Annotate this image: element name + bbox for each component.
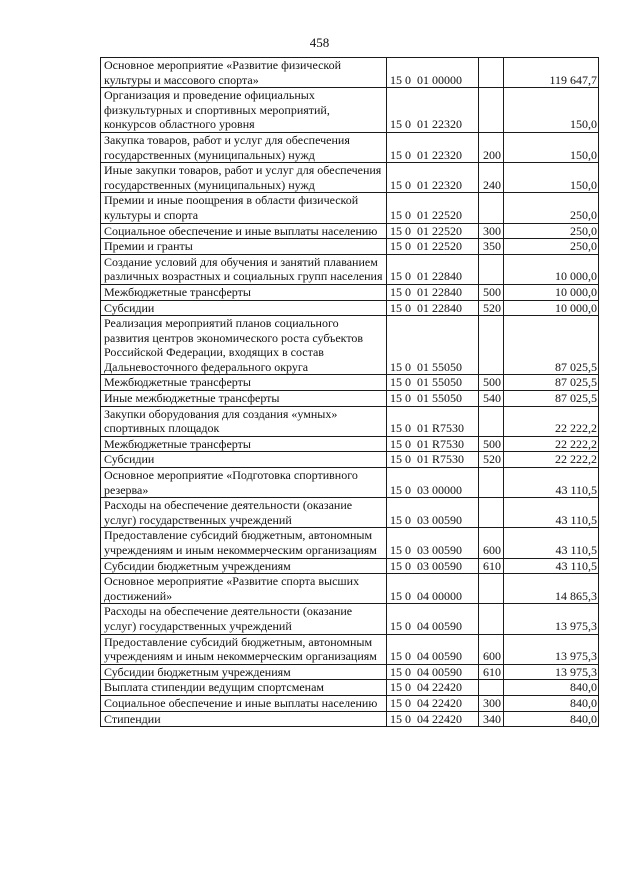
row-sum: 10 000,0 [504, 254, 599, 284]
page-number: 458 [309, 35, 330, 50]
row-expense-type [479, 468, 504, 498]
row-code: 15 0 01 55050 [387, 316, 479, 375]
row-sum: 87 025,5 [504, 316, 599, 375]
table-row [101, 558, 599, 574]
row-name: Основное мероприятие «Развитие спорта высших достижений» [101, 574, 387, 604]
row-sum: 250,0 [504, 193, 599, 223]
table-row [101, 452, 599, 468]
row-sum: 840,0 [504, 680, 599, 696]
table-row [101, 88, 599, 133]
row-code: 15 0 01 22320 [387, 132, 479, 162]
table-row [101, 284, 599, 300]
table-row [101, 664, 599, 680]
row-sum: 10 000,0 [504, 284, 599, 300]
row-code: 15 0 04 00000 [387, 574, 479, 604]
row-name: Социальное обеспечение и иные выплаты населению [101, 223, 387, 239]
row-expense-type [479, 88, 504, 133]
row-name: Создание условий для обучения и занятий плаванием различных возрастных и социальных групп населения [101, 254, 387, 284]
row-sum: 14 865,3 [504, 574, 599, 604]
row-name: Выплата стипендии ведущим спортсменам [101, 680, 387, 696]
row-sum: 87 025,5 [504, 375, 599, 391]
table-row [101, 223, 599, 239]
row-code: 15 0 01 22320 [387, 163, 479, 193]
row-code: 15 0 01 22840 [387, 254, 479, 284]
row-expense-type: 300 [479, 223, 504, 239]
row-expense-type: 600 [479, 528, 504, 558]
row-name: Иные закупки товаров, работ и услуг для обеспечения государственных (муниципальных) нужд [101, 163, 387, 193]
table-row [101, 58, 599, 88]
budget-table [100, 57, 599, 727]
row-sum: 840,0 [504, 711, 599, 727]
row-code: 15 0 01 00000 [387, 58, 479, 88]
row-code: 15 0 03 00590 [387, 498, 479, 528]
table-row [101, 468, 599, 498]
table-row [101, 528, 599, 558]
row-sum: 250,0 [504, 239, 599, 255]
row-code: 15 0 01 R7530 [387, 452, 479, 468]
row-code: 15 0 03 00590 [387, 528, 479, 558]
row-name: Расходы на обеспечение деятельности (оказание услуг) государственных учреждений [101, 498, 387, 528]
row-expense-type: 200 [479, 132, 504, 162]
row-code: 15 0 01 22840 [387, 300, 479, 316]
table-row [101, 193, 599, 223]
row-expense-type: 500 [479, 284, 504, 300]
row-expense-type: 520 [479, 300, 504, 316]
row-name: Иные межбюджетные трансферты [101, 391, 387, 407]
row-code: 15 0 04 22420 [387, 695, 479, 711]
row-sum: 13 975,3 [504, 664, 599, 680]
table-row [101, 695, 599, 711]
row-sum: 10 000,0 [504, 300, 599, 316]
row-name: Субсидии бюджетным учреждениям [101, 664, 387, 680]
row-name: Субсидии [101, 452, 387, 468]
row-sum: 119 647,7 [504, 58, 599, 88]
row-name: Стипендии [101, 711, 387, 727]
table-row [101, 406, 599, 436]
row-code: 15 0 01 R7530 [387, 406, 479, 436]
row-expense-type [479, 193, 504, 223]
row-name: Премии и иные поощрения в области физической культуры и спорта [101, 193, 387, 223]
row-sum: 43 110,5 [504, 468, 599, 498]
row-expense-type: 300 [479, 695, 504, 711]
row-expense-type: 350 [479, 239, 504, 255]
row-sum: 840,0 [504, 695, 599, 711]
row-code: 15 0 01 R7530 [387, 436, 479, 452]
table-row [101, 498, 599, 528]
table-row [101, 604, 599, 634]
row-sum: 87 025,5 [504, 391, 599, 407]
row-name: Межбюджетные трансферты [101, 436, 387, 452]
row-code: 15 0 03 00000 [387, 468, 479, 498]
row-name: Закупки оборудования для создания «умных» спортивных площадок [101, 406, 387, 436]
row-name: Межбюджетные трансферты [101, 284, 387, 300]
row-name: Межбюджетные трансферты [101, 375, 387, 391]
row-expense-type [479, 406, 504, 436]
row-sum: 43 110,5 [504, 498, 599, 528]
row-name: Организация и проведение официальных физкультурных и спортивных мероприятий, конкурсов областного уровня [101, 88, 387, 133]
row-expense-type: 610 [479, 664, 504, 680]
row-name: Субсидии [101, 300, 387, 316]
row-code: 15 0 01 22520 [387, 193, 479, 223]
table-row [101, 391, 599, 407]
row-code: 15 0 04 22420 [387, 711, 479, 727]
row-name: Основное мероприятие «Подготовка спортивного резерва» [101, 468, 387, 498]
row-code: 15 0 01 22520 [387, 239, 479, 255]
table-row [101, 680, 599, 696]
row-sum: 22 222,2 [504, 452, 599, 468]
row-expense-type [479, 574, 504, 604]
row-name: Расходы на обеспечение деятельности (оказание услуг) государственных учреждений [101, 604, 387, 634]
table-row [101, 634, 599, 664]
row-code: 15 0 03 00590 [387, 558, 479, 574]
row-expense-type [479, 498, 504, 528]
row-code: 15 0 01 55050 [387, 391, 479, 407]
row-expense-type: 600 [479, 634, 504, 664]
row-expense-type: 240 [479, 163, 504, 193]
row-expense-type [479, 254, 504, 284]
row-name: Основное мероприятие «Развитие физической культуры и массового спорта» [101, 58, 387, 88]
row-name: Субсидии бюджетным учреждениям [101, 558, 387, 574]
row-sum: 250,0 [504, 223, 599, 239]
row-code: 15 0 01 22320 [387, 88, 479, 133]
row-expense-type: 540 [479, 391, 504, 407]
table-row [101, 163, 599, 193]
table-row [101, 132, 599, 162]
table-row [101, 436, 599, 452]
table-row [101, 300, 599, 316]
row-expense-type [479, 58, 504, 88]
table-row [101, 254, 599, 284]
row-expense-type: 500 [479, 375, 504, 391]
row-sum: 150,0 [504, 163, 599, 193]
row-code: 15 0 04 00590 [387, 664, 479, 680]
row-name: Предоставление субсидий бюджетным, автономным учреждениям и иным некоммерческим организациям [101, 528, 387, 558]
table-row [101, 239, 599, 255]
row-expense-type: 340 [479, 711, 504, 727]
table-row [101, 316, 599, 375]
table-row [101, 375, 599, 391]
row-name: Закупка товаров, работ и услуг для обеспечения государственных (муниципальных) нужд [101, 132, 387, 162]
row-expense-type [479, 680, 504, 696]
budget-table-body [101, 58, 599, 727]
row-name: Предоставление субсидий бюджетным, автономным учреждениям и иным некоммерческим организациям [101, 634, 387, 664]
row-expense-type: 520 [479, 452, 504, 468]
row-sum: 43 110,5 [504, 558, 599, 574]
row-code: 15 0 01 22840 [387, 284, 479, 300]
row-code: 15 0 01 22520 [387, 223, 479, 239]
row-name: Реализация мероприятий планов социального развития центров экономического роста субъектов Российской Федерации, входящих в состав Дальневосточного федерального округа [101, 316, 387, 375]
row-expense-type [479, 316, 504, 375]
row-sum: 22 222,2 [504, 436, 599, 452]
row-expense-type: 500 [479, 436, 504, 452]
row-code: 15 0 04 00590 [387, 604, 479, 634]
row-sum: 150,0 [504, 132, 599, 162]
row-name: Социальное обеспечение и иные выплаты населению [101, 695, 387, 711]
row-expense-type: 610 [479, 558, 504, 574]
row-code: 15 0 01 55050 [387, 375, 479, 391]
row-expense-type [479, 604, 504, 634]
row-code: 15 0 04 22420 [387, 680, 479, 696]
row-sum: 13 975,3 [504, 604, 599, 634]
row-name: Премии и гранты [101, 239, 387, 255]
row-sum: 150,0 [504, 88, 599, 133]
row-sum: 13 975,3 [504, 634, 599, 664]
row-sum: 43 110,5 [504, 528, 599, 558]
row-code: 15 0 04 00590 [387, 634, 479, 664]
table-row [101, 711, 599, 727]
row-sum: 22 222,2 [504, 406, 599, 436]
table-row [101, 574, 599, 604]
